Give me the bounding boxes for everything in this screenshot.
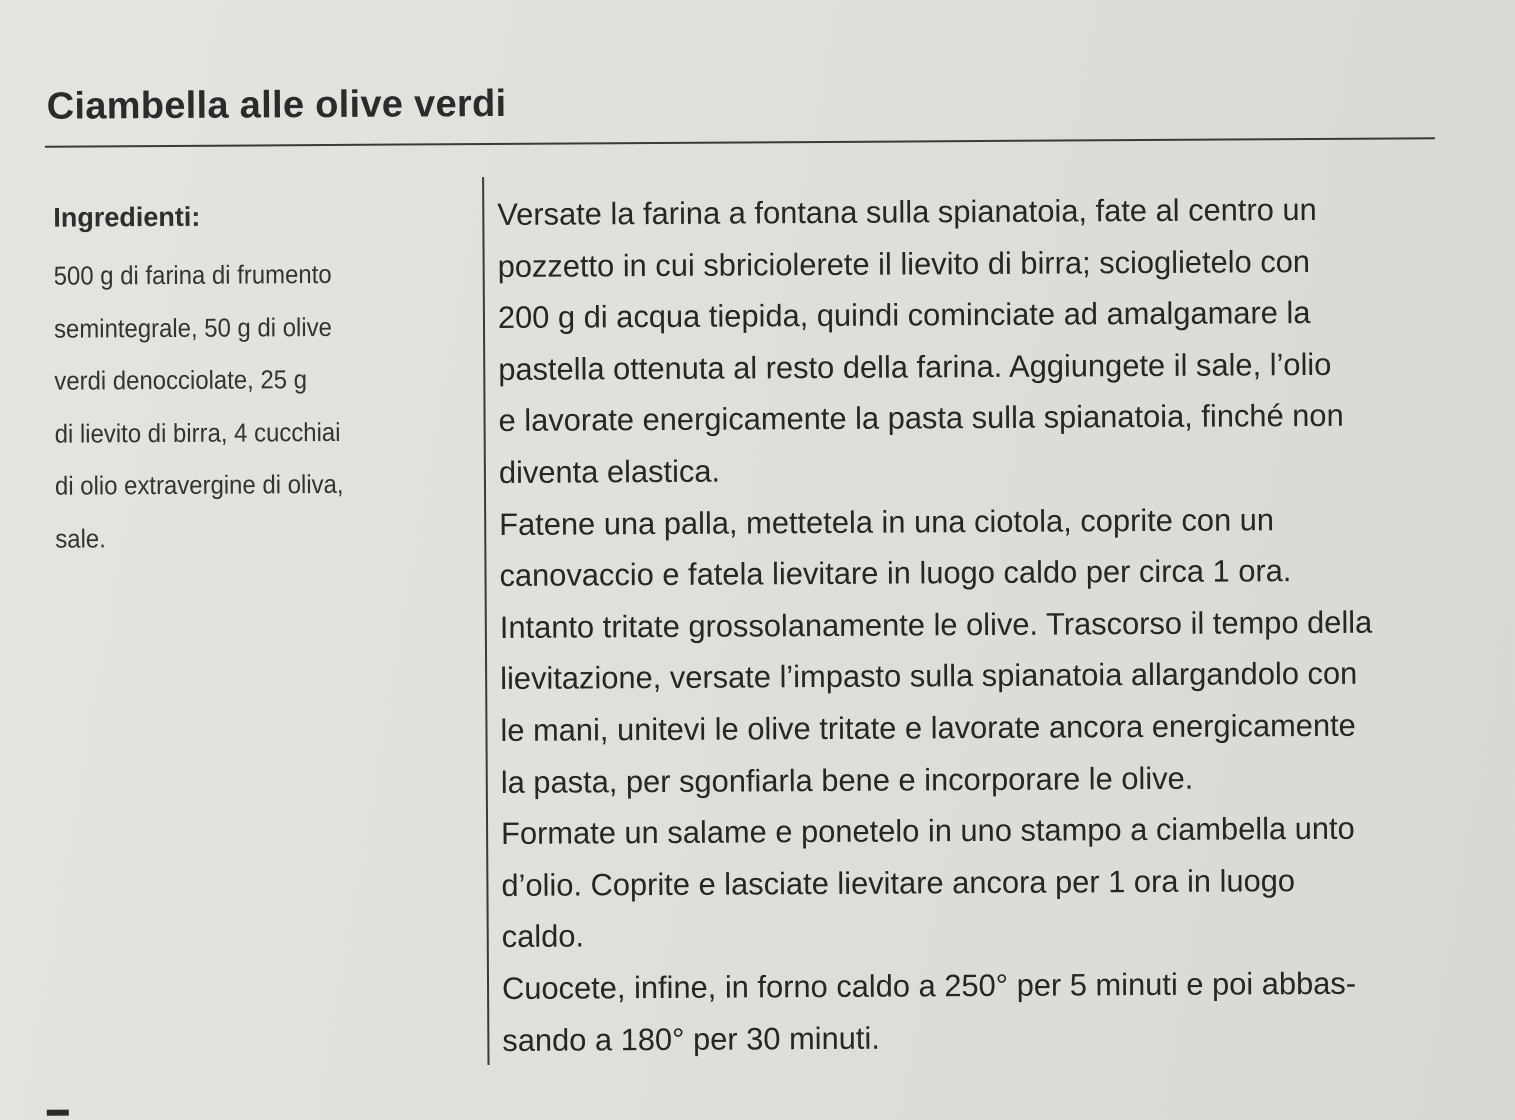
ingredient-line: semintegrale, 50 g di olive: [53, 311, 332, 344]
ingredient-line: sale.: [55, 522, 106, 554]
method-line: Formate un salame e ponetelo in uno stampo a ciambella unto: [500, 810, 1355, 852]
method-line: diventa elastica.: [498, 453, 721, 490]
ingredients-column: [53, 197, 455, 564]
method-line: pastella ottenuta al resto della farina. Aggiungete il sale, l’olio: [498, 346, 1332, 387]
method-column: [497, 183, 1442, 1066]
method-line: 200 g di acqua tiepida, quindi cominciate ad amalgamare la: [497, 295, 1311, 336]
method-line: caldo.: [501, 918, 585, 955]
method-line: Cuocete, infine, in forno caldo a 250° per 5 minuti e poi abbas-: [501, 965, 1357, 1006]
recipe-title: Ciambella alle olive verdi: [46, 82, 507, 128]
method-line: d’olio. Coprite e lasciate lievitare ancora per 1 ora in luogo: [501, 862, 1296, 903]
ingredients-heading: Ingredienti:: [53, 201, 201, 233]
method-line: canovaccio e fatela lievitare in luogo caldo per circa 1 ora.: [499, 553, 1292, 594]
page-edge-mark: [47, 1110, 69, 1116]
method-line: sando a 180° per 30 minuti.: [502, 1020, 880, 1058]
method-line: e lavorate energicamente la pasta sulla spianatoia, finché non: [498, 398, 1344, 439]
method-line: Intanto tritate grossolanamente le olive. Trascorso il tempo della: [499, 604, 1373, 645]
column-divider: [482, 177, 489, 1065]
ingredient-line: 500 g di farina di frumento: [53, 258, 332, 291]
ingredient-line: di olio extravergine di oliva,: [54, 468, 344, 501]
method-line: la pasta, per sgonfiarla bene e incorporare le olive.: [500, 760, 1194, 800]
ingredient-line: di lievito di birra, 4 cucchiai: [54, 416, 341, 449]
title-underline: [45, 137, 1435, 147]
method-line: Versate la farina a fontana sulla spianatoia, fate al centro un: [497, 191, 1317, 232]
method-line: Fatene una palla, mettetela in una ciotola, coprite con un: [499, 501, 1275, 542]
method-line: pozzetto in cui sbriciolerete il lievito di birra; scioglietelo con: [497, 243, 1311, 284]
method-line: le mani, unitevi le olive tritate e lavorate ancora energicamente: [500, 707, 1356, 748]
method-line: lievitazione, versate l’impasto sulla spianatoia allargandolo con: [500, 656, 1358, 697]
ingredient-line: verdi denocciolate, 25 g: [54, 364, 308, 396]
